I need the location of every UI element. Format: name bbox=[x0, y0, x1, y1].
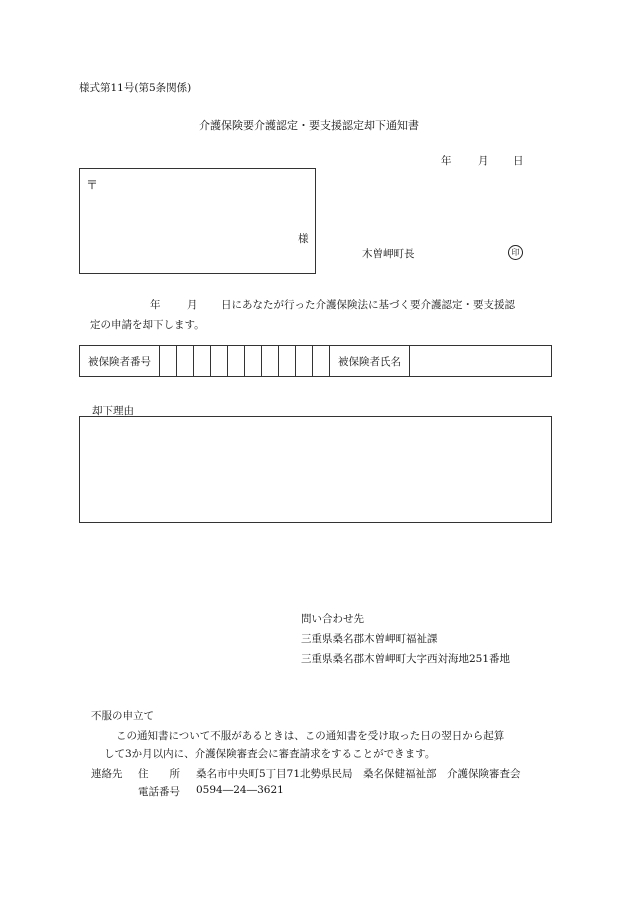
insured-info-table bbox=[79, 345, 552, 377]
digit-cell[interactable] bbox=[313, 346, 330, 377]
digit-cell[interactable] bbox=[279, 346, 296, 377]
issue-date-month: 月 bbox=[478, 155, 489, 167]
issuer-name: 木曽岬町長 bbox=[362, 248, 415, 260]
seal-stamp: 印 bbox=[508, 245, 523, 260]
insured-name-label: 被保険者氏名 bbox=[330, 346, 410, 377]
digit-cell[interactable] bbox=[177, 346, 194, 377]
digit-cell[interactable] bbox=[160, 346, 177, 377]
notice-year: 年 bbox=[150, 299, 161, 311]
postal-mark: 〒 bbox=[86, 178, 99, 192]
contact-phone-value: 0594―24―3621 bbox=[196, 784, 284, 796]
inquiry-address: 三重県桑名郡木曽岬町大字西対海地251番地 bbox=[301, 653, 511, 665]
notice-line2: 定の申請を却下します。 bbox=[90, 319, 205, 331]
recipient-address-box[interactable] bbox=[79, 168, 316, 274]
rejection-reason-box[interactable] bbox=[79, 416, 552, 523]
digit-cell[interactable] bbox=[228, 346, 245, 377]
notice-day-rest: 日にあなたが行った介護保険法に基づく要介護認定・要支援認 bbox=[221, 299, 515, 311]
notice-month: 月 bbox=[187, 299, 198, 311]
issue-date-day: 日 bbox=[513, 155, 524, 167]
insured-number-label: 被保険者番号 bbox=[80, 346, 160, 377]
contact-label: 連絡先 bbox=[91, 768, 123, 780]
digit-cell[interactable] bbox=[262, 346, 279, 377]
rejection-reason-label: 却下理由 bbox=[92, 405, 134, 417]
appeal-line1: この通知書について不服があるときは、この通知書を受け取った日の翌日から起算 bbox=[116, 730, 505, 742]
honorific-sama: 様 bbox=[298, 233, 309, 245]
form-number: 様式第11号(第5条関係) bbox=[79, 82, 192, 94]
contact-address-label: 住 所 bbox=[138, 768, 180, 780]
contact-phone-label: 電話番号 bbox=[138, 786, 180, 798]
digit-cell[interactable] bbox=[211, 346, 228, 377]
inquiry-label: 問い合わせ先 bbox=[301, 613, 364, 625]
appeal-line2: して3か月以内に、介護保険審査会に審査請求をすることができます。 bbox=[104, 748, 436, 760]
contact-address-value: 桑名市中央町5丁目71北勢県民局 桑名保健福祉部 介護保険審査会 bbox=[196, 768, 521, 780]
insured-name-value[interactable] bbox=[410, 346, 552, 377]
inquiry-department: 三重県桑名郡木曽岬町福祉課 bbox=[301, 633, 438, 645]
digit-cell[interactable] bbox=[296, 346, 313, 377]
digit-cell[interactable] bbox=[194, 346, 211, 377]
appeal-heading: 不服の申立て bbox=[91, 710, 154, 722]
document-title: 介護保険要介護認定・要支援認定却下通知書 bbox=[199, 119, 419, 132]
issue-date-year: 年 bbox=[441, 155, 452, 167]
digit-cell[interactable] bbox=[245, 346, 262, 377]
